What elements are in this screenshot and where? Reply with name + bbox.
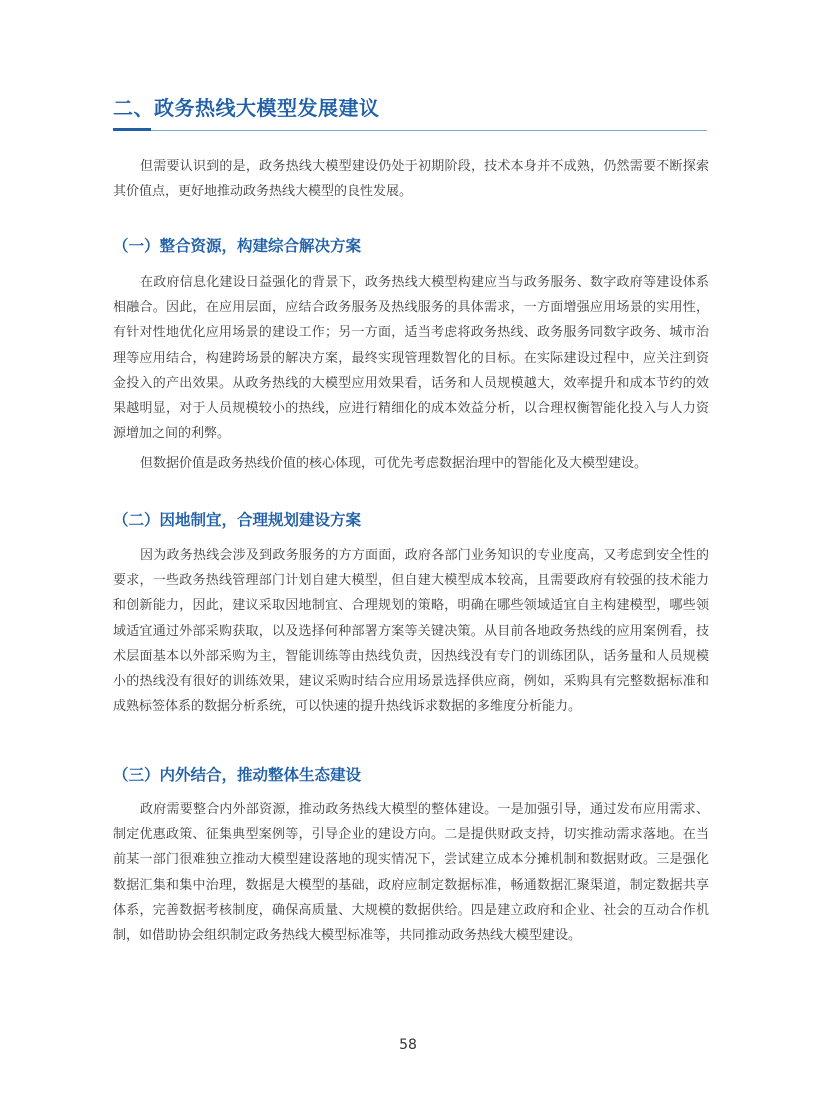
subsection-heading-3: （三）内外结合，推动整体生态建设 <box>113 766 362 784</box>
title-rule-accent <box>113 128 151 131</box>
section-intro-paragraph: 但需要认识到的是，政务热线大模型建设仍处于初期阶段，技术本身并不成熟，仍然需要不断探索其价值点，更好地推动政务热线大模型的良性发展。 <box>113 159 709 200</box>
section-title: 二、政务热线大模型发展建议 <box>113 96 380 120</box>
subsection-heading-1: （一）整合资源，构建综合解决方案 <box>113 237 362 255</box>
subsection-heading-2: （二）因地制宜，合理规划建设方案 <box>113 511 362 529</box>
page-number: 58 <box>399 1037 417 1053</box>
subsection-3-paragraph-1: 政府需要整合内外部资源，推动政务热线大模型的整体建设。一是加强引导，通过发布应用需求、制定优惠政策、征集典型案例等，引导企业的建设方向。二是提供财政支持，切实推动需求落地。在当前某一部门很难独立推动大模型建设落地的现实情况下，尝试建立成本分摊机制和数据财政。三是强化数据汇集和集中治理，数据是大模型的基础，政府应制定数据标准，畅通数据汇聚渠道，制定数据共享体系，完善数据考核制度，确保高质量、大规模的数据供给。四是建立政府和企业、社会的互动合作机制，如借助协会组织制定政务热线大模型标准等，共同推动政务热线大模型建设。 <box>113 802 709 944</box>
subsection-1-paragraph-1: 在政府信息化建设日益强化的背景下，政务热线大模型构建应当与政务服务、数字政府等建设体系相融合。因此，在应用层面，应结合政务服务及热线服务的具体需求，一方面增强应用场景的实用性，有针对性地优化应用场景的建设工作；另一方面，适当考虑将政务热线、政务服务同数字政务、城市治理等应用结合，构建跨场景的解决方案，最终实现管理数智化的目标。在实际建设过程中，应关注到资金投入的产出效果。从政务热线的大模型应用效果看，话务和人员规模越大，效率提升和成本节约的效果越明显，对于人员规模较小的热线，应进行精细化的成本效益分析，以合理权衡智能化投入与人力资源增加之间的利弊。 <box>113 275 709 442</box>
title-rule-line <box>113 130 707 131</box>
title-underline <box>113 128 707 132</box>
section-header <box>113 94 707 132</box>
subsection-2-paragraph-1: 因为政务热线会涉及到政务服务的方方面面，政府各部门业务知识的专业度高，又考虑到安全性的要求，一些政务热线管理部门计划自建大模型，但自建大模型成本较高，且需要政府有较强的技术能力和创新能力，因此，建议采取因地制宜、合理规划的策略，明确在哪些领域适宜自主构建模型，哪些领域适宜通过外部采购获取，以及选择何种部署方案等关键决策。从目前各地政务热线的应用案例看，技术层面基本以外部采购为主，智能训练等由热线负责，因热线没有专门的训练团队，话务量和人员规模小的热线没有很好的训练效果，建议采购时结合应用场景选择供应商，例如，采购具有完整数据标准和成熟标签体系的数据分析系统，可以快速的提升热线诉求数据的多维度分析能力。 <box>113 548 709 715</box>
subsection-1-paragraph-2: 但数据价值是政务热线价值的核心体现，可优先考虑数据治理中的智能化及大模型建设。 <box>140 456 648 471</box>
